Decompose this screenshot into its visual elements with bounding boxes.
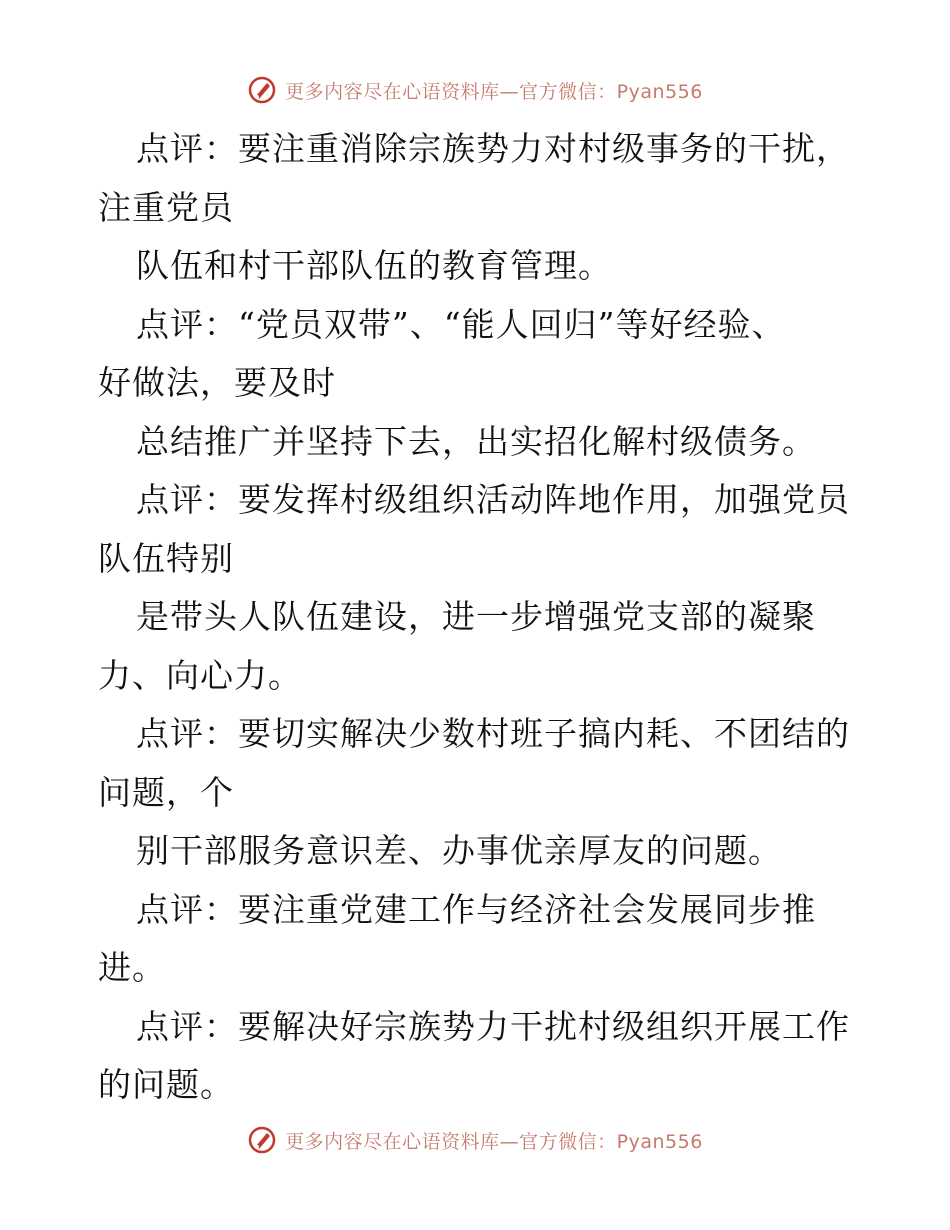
text-line: 好做法，要及时: [98, 363, 336, 402]
text-line: 队伍特别: [98, 538, 234, 578]
paragraph: [98, 296, 858, 413]
pen-seal-icon: [247, 75, 277, 105]
text-line: 问题，个: [98, 772, 234, 812]
text-line: 力、向心力。: [98, 655, 302, 695]
paragraph: [98, 881, 858, 998]
header-watermark: [0, 70, 950, 110]
paragraph: [98, 822, 858, 881]
paragraph: [98, 413, 858, 472]
text-line: 的问题。: [98, 1065, 234, 1104]
footer-watermark: [0, 1120, 950, 1160]
text-line: 点评：要发挥村级组织活动阵地作用，加强党员: [136, 480, 850, 519]
text-line: 点评：要切实解决少数村班子搞内耗、不团结的: [136, 714, 850, 753]
text-line: 别干部服务意识差、办事优亲厚友的问题。: [136, 831, 782, 870]
paragraph: [98, 998, 858, 1115]
paragraph: [98, 588, 858, 705]
text-line: 点评：要解决好宗族势力干扰村级组织开展工作: [136, 1006, 850, 1046]
document-body: [98, 120, 858, 1115]
pen-seal-icon: [247, 1125, 277, 1155]
text-line: 队伍和村干部队伍的教育管理。: [136, 246, 612, 285]
text-line: 点评：要注重消除宗族势力对村级事务的干扰，: [136, 129, 850, 168]
text-line: 点评：“党员双带”、“能人回归”等好经验、: [136, 304, 786, 344]
text-line: 注重党员: [98, 187, 234, 227]
text-line: 进。: [98, 948, 166, 987]
text-line: 是带头人队伍建设，进一步增强党支部的凝聚: [136, 597, 816, 636]
paragraph: [98, 120, 858, 237]
paragraph: [98, 237, 858, 296]
text-line: 点评：要注重党建工作与经济社会发展同步推: [136, 889, 816, 929]
watermark-text: 更多内容尽在心语资料库—官方微信：Pyan556: [285, 80, 703, 103]
paragraph: [98, 471, 858, 588]
paragraph: [98, 705, 858, 822]
text-line: 总结推广并坚持下去，出实招化解村级债务。: [136, 421, 816, 461]
watermark-text: 更多内容尽在心语资料库—官方微信：Pyan556: [285, 1130, 703, 1153]
